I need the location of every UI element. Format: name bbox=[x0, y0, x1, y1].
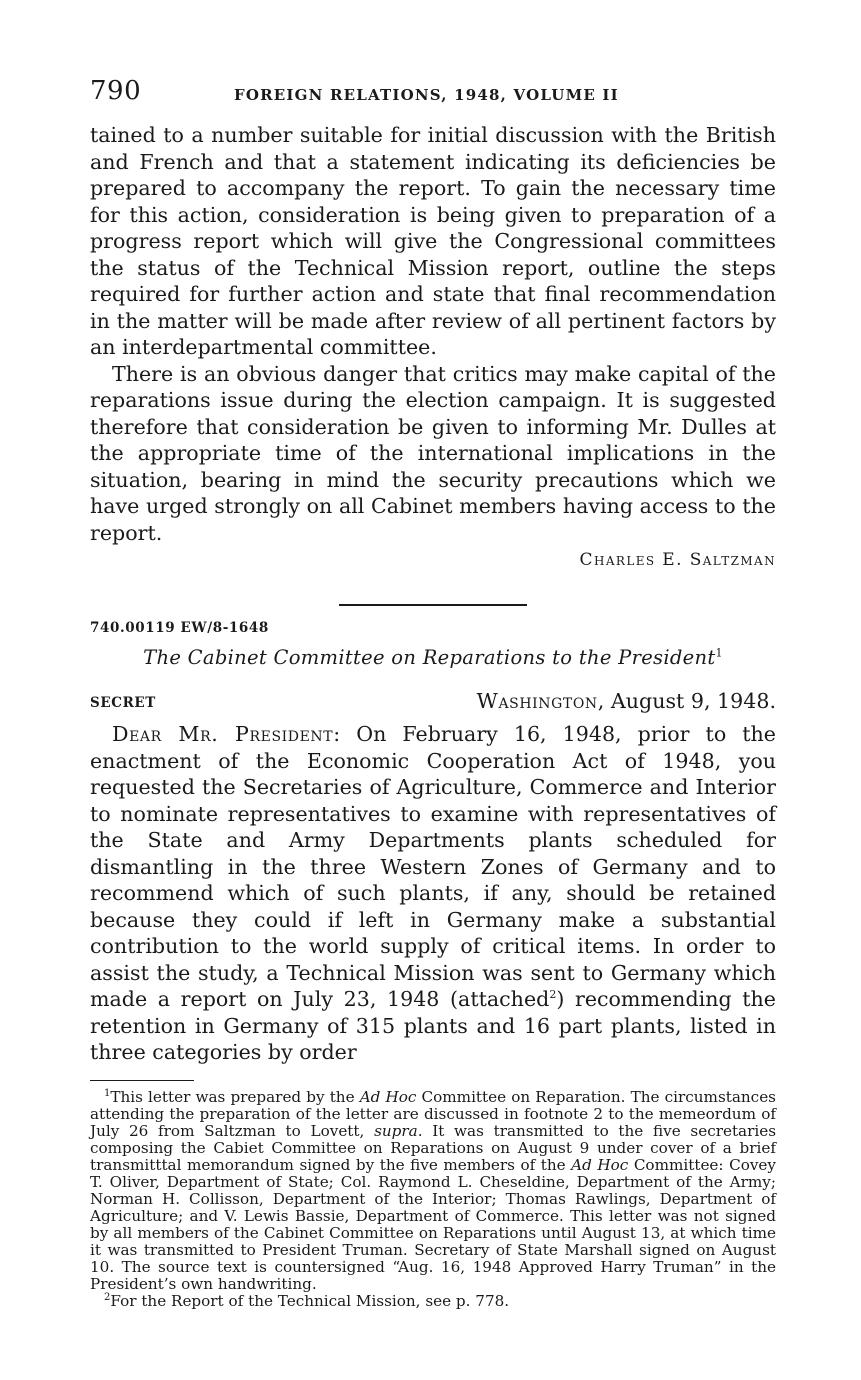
footnote-mark: 2 bbox=[104, 1291, 111, 1303]
dateline bbox=[477, 689, 776, 713]
footnote-2 bbox=[90, 1293, 776, 1310]
page-number: 790 bbox=[90, 76, 142, 106]
footnotes bbox=[90, 1089, 776, 1310]
footnote-text: For the Report of the Technical Mission, see p. 778. bbox=[110, 1292, 510, 1310]
footnote-text: Committee on Reparation. The circumstances attending the preparation of the letter are discussed in footnote 2 to the memeordum of July 26 from Saltzman to Lovett, bbox=[90, 1088, 776, 1140]
letter-body-part-b: ) recommending the retention in Germany of 315 plants and 16 part plants, listed in three categories by order bbox=[90, 987, 776, 1064]
salutation: Dear Mr. President bbox=[112, 722, 334, 746]
letter-footnote-mark: 2 bbox=[549, 988, 557, 1002]
page-header bbox=[90, 76, 776, 110]
document-title bbox=[90, 646, 776, 669]
memo-signature: Charles E. Saltzman bbox=[579, 550, 776, 570]
footnote-text: . It was transmitted to the five secretaries composing the Cabiet Committee on Reparations on August 9 under cover of a brief transmitttal memorandum signed by the five members of the bbox=[90, 1122, 777, 1174]
running-head: FOREIGN RELATIONS, 1948, VOLUME II bbox=[234, 86, 619, 104]
letter-body-part-a: : On February 16, 1948, prior to the enactment of the Economic Cooperation Act of 1948, you requested the Secretaries of Agriculture, Commerce and Interior to nominate representatives to examine with representatives of the State and Army Departments plants scheduled for dismantling in the three Western Zones of Germany and to recommend which of such plants, if any, should be retained because they could if left in Germany make a substantial contribution to the world supply of critical items. In order to assist the study, a Technical Mission was sent to Germany which made a report on July 23, 1948 (attached bbox=[90, 722, 776, 1011]
footnote-text: Committee: Covey T. Oliver, Department of State; Col. Raymond L. Cheseldine, Department of the Army; Norman H. Collisson, Department of the Interior; Thomas Rawlings, Department of Agriculture; and V. Lewis Bassie, Department of Commerce. This letter was not signed by all members of the Cabinet Committee on Reparations until August 13, at which time it was transmitted to President Truman. Secretary of State Marshall signed on August 10. The source text is countersigned “Aug. 16, 1948 Approved Harry Truman” in the President’s own handwriting. bbox=[90, 1156, 776, 1293]
footnote-italic-text: Ad Hoc bbox=[571, 1156, 629, 1174]
footnote-italic-text: supra bbox=[374, 1122, 418, 1140]
footnote-text: This letter was prepared by the bbox=[110, 1088, 360, 1106]
letter-paragraph bbox=[90, 721, 776, 1066]
footnote-mark: 1 bbox=[104, 1087, 111, 1099]
document-title-footnote-mark: 1 bbox=[715, 646, 723, 660]
footnote-rule bbox=[90, 1080, 194, 1082]
section-divider bbox=[339, 604, 527, 606]
memo-paragraph: There is an obvious danger that critics may make capital of the reparations issue during the election campaign. It is suggested therefore that consideration be given to informing Mr. Dulles at the appropriate time of the international implications in the situation, bearing in mind the security precautions which we have urged strongly on all Cabinet members having access to the report. bbox=[90, 361, 776, 545]
footnote-1 bbox=[90, 1089, 776, 1293]
classification-label: SECRET bbox=[90, 695, 156, 711]
page bbox=[90, 76, 776, 1310]
file-reference: 740.00119 EW/8-1648 bbox=[90, 620, 269, 636]
document-title-text: The Cabinet Committee on Reparations to the President bbox=[143, 646, 716, 669]
memo-continuation-paragraph: tained to a number suitable for initial discussion with the British and French and that a statement indicating its deficiencies be prepared to accompany the report. To gain the necessary time for this action, consideration is being given to preparation of a progress report which will give the Congressional committees the status of the Technical Mission report, outline the steps required for further action and state that final recommendation in the matter will be made after review of all pertinent factors by an interdepartmental committee. bbox=[90, 123, 776, 359]
footnote-italic-text: Ad Hoc bbox=[359, 1088, 417, 1106]
classification-dateline-row bbox=[90, 689, 776, 719]
dateline-city: Washington bbox=[476, 689, 598, 713]
dateline-date: , August 9, 1948. bbox=[597, 689, 776, 713]
